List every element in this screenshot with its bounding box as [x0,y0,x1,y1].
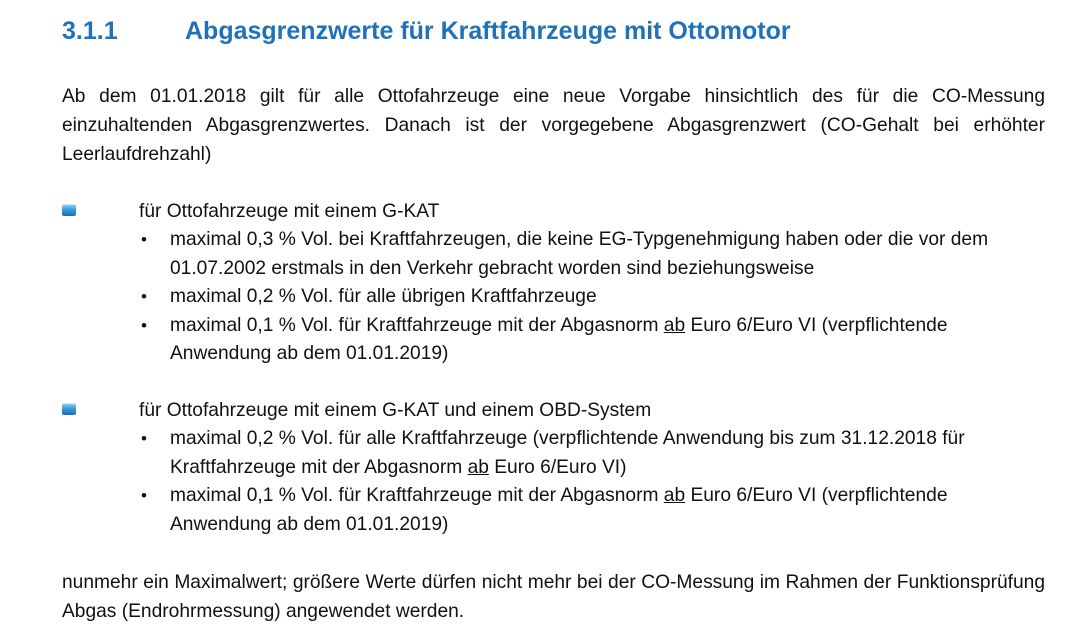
section-heading [62,17,791,46]
list-item-text-start: maximal 0,1 % Vol. für Kraftfahrzeuge mit der Abgasnorm [170,314,664,336]
bullet-dot-icon: • [141,230,147,249]
list-item [139,425,1045,482]
list-item-text-end: Euro 6/Euro VI (verpflichtende Anwendung ab dem 01.01.2019) [170,485,948,535]
list-item [139,226,1045,283]
list-item-text-end: Euro 6/Euro VI (verpflichtende Anwendung ab dem 01.01.2019) [170,314,948,364]
list-item-text-start: maximal 0,2 % Vol. für alle Kraftfahrzeuge (verpflichtende Anwendung bis zum 31.12.2018 für Kraftfahrzeuge mit der Abgasnorm [170,428,965,478]
list-item-text: maximal 0,2 % Vol. für alle übrigen Kraftfahrzeuge [170,286,597,307]
section-title: Abgasgrenzwerte für Kraftfahrzeuge mit Ottomotor [185,17,791,45]
intro-paragraph: Ab dem 01.01.2018 gilt für alle Ottofahrzeuge eine neue Vorgabe hinsichtlich des für die CO-Messung einzuhaltenden Abgasgrenzwertes. Danach ist der vorgegebene Abgasgrenzwert (CO-Gehalt bei erhöhter Leerlaufdrehzahl) [62,86,1045,165]
bullet-dot-icon: • [141,287,147,306]
blue-square-bullet-icon [62,204,76,216]
bullet-dot-icon: • [141,315,147,335]
closing-paragraph: nunmehr ein Maximalwert; größere Werte dürfen nicht mehr bei der CO-Messung im Rahmen der Funktionsprüfung Abgas (Endrohrmessung) angewendet werden. [62,572,1045,622]
bullet-dot-icon: • [141,429,147,448]
list-item-text: maximal 0,3 % Vol. bei Kraftfahrzeugen, die keine EG-Typgenehmigung haben oder die vor dem 01.07.2002 erstmals in den Verkehr gebracht worden sind beziehungsweise [170,229,989,279]
bullet-list [139,425,1045,539]
blue-square-bullet-icon [62,403,76,415]
underlined-word: ab [663,485,686,506]
underlined-word: ab [467,456,489,478]
list-item [139,283,1045,312]
section-number: 3.1.1 [62,17,118,45]
list-item-text-start: maximal 0,1 % Vol. für Kraftfahrzeuge mit der Abgasnorm [170,485,664,506]
list-item-text-end: Euro 6/Euro VI) [488,456,627,478]
list-item [139,482,1045,539]
underlined-word: ab [663,314,686,336]
group-title: für Ottofahrzeuge mit einem G-KAT [139,201,440,222]
bullet-dot-icon: • [141,486,147,505]
list-item [139,312,1045,369]
group-title: für Ottofahrzeuge mit einem G-KAT und einem OBD-System [139,400,652,421]
bullet-list [139,226,1045,369]
